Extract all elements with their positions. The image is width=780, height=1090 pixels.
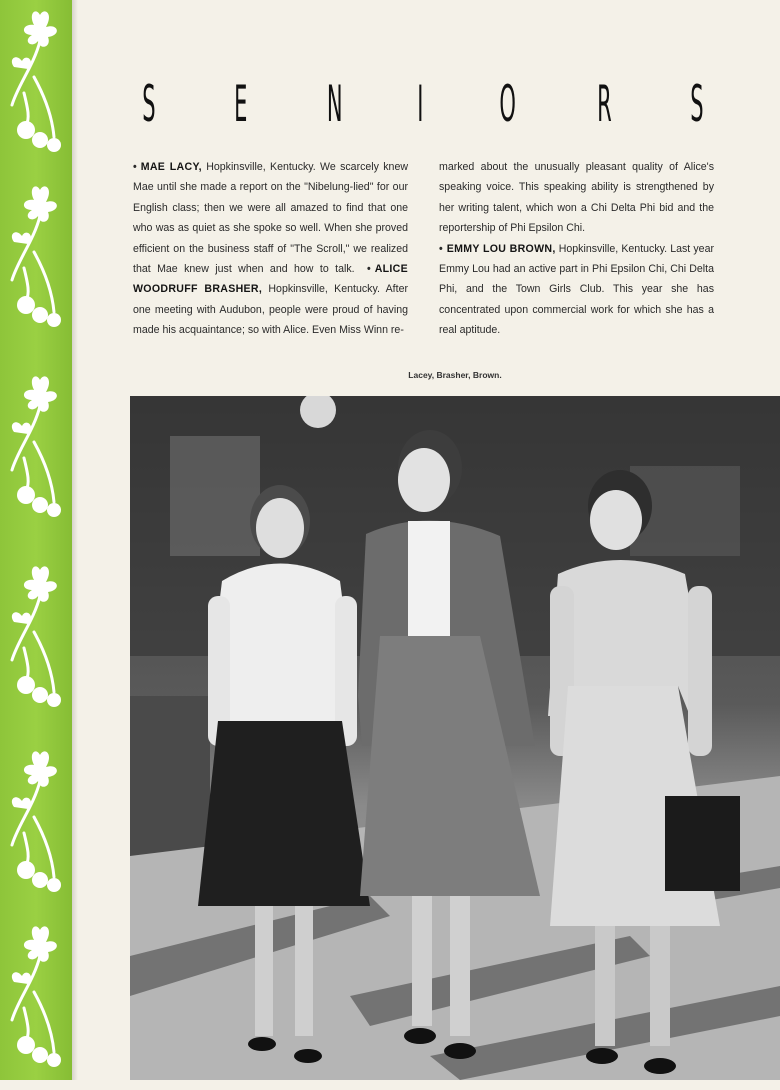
bio-brasher-part1: Hopkinsville, Kentucky. After one meeting with Audubon, people were proud of having made his acquaintance; so with Alice. Even Miss Winn re- (133, 283, 408, 337)
page-title (133, 74, 713, 134)
title-letter-s: S (142, 75, 156, 133)
student-name-brasher: ALICE WOODRUFF BRASHER, (133, 263, 408, 296)
floral-motif-6 (4, 920, 68, 1090)
title-letter-n: N (326, 75, 343, 133)
bullet: • (439, 242, 443, 255)
bio-brown: Hopkinsville, Kentucky. Last year Emmy Lou had an active part in Phi Epsilon Chi, Chi Delta Phi, and the Town Girls Club. This year she has concentrated upon commercial work for which she has a real aptitude. (439, 242, 714, 337)
student-name-lacy: MAE LACY, (140, 161, 202, 173)
bio-brasher-part2: marked about the unusually pleasant quality of Alice's speaking voice. This speaking ability is strengthened by her writing talent, which won a Chi Delta Phi bid and the reportership of Phi Epsilon Chi. (439, 161, 714, 235)
title-letter-o: O (498, 75, 516, 133)
group-photograph (130, 396, 780, 1080)
title-letter-r: R (596, 75, 612, 133)
floral-motif-3 (4, 370, 68, 540)
title-letter-i: I (417, 75, 424, 133)
floral-motif-2 (4, 180, 68, 350)
title-letter-e: E (233, 75, 247, 133)
decorative-border (0, 0, 72, 1080)
bio-lacy: Hopkinsville, Kentucky. We scarcely knew Mae until she made a report on the "Nibelung-lied" for our English class; then we were all amazed to find that one who was as quiet as she spoke so well. When she proved efficient on the business staff of "The Scroll," we realized that Mae knew just when and how to talk. (133, 161, 408, 276)
left-text-column (133, 157, 408, 341)
floral-motif-5 (4, 745, 68, 915)
right-text-column (439, 157, 714, 341)
floral-motif-1 (4, 5, 68, 175)
floral-motif-4 (4, 560, 68, 730)
photo-caption: Lacey, Brasher, Brown. (408, 370, 502, 380)
bullet: • (366, 263, 371, 276)
student-name-brown: EMMY LOU BROWN, (446, 242, 556, 255)
title-letter-s2: S (690, 75, 704, 133)
bullet: • (133, 161, 137, 173)
border-shadow (72, 0, 78, 1080)
